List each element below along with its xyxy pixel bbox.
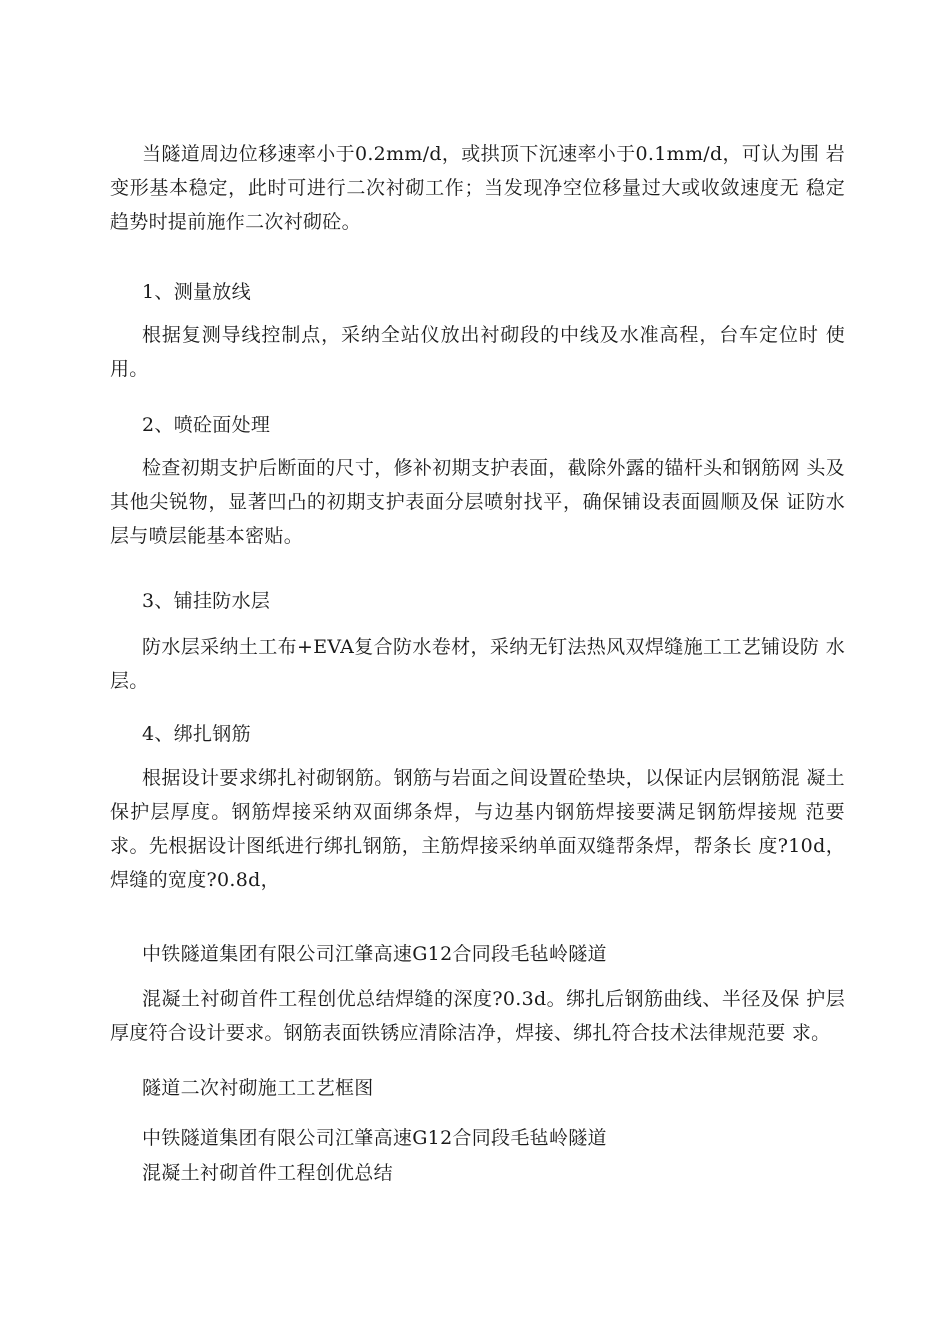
paragraph-waterproof: 防水层采纳土工布+EVA复合防水卷材，采纳无钉法热风双焊缝施工工艺铺设防 水层。 (110, 636, 845, 692)
section-heading-waterproof: 3、铺挂防水层 (142, 590, 271, 612)
company-header-repeat: 中铁隧道集团有限公司江肇高速G12合同段毛毡岭隧道 (142, 1127, 607, 1149)
section-heading-survey: 1、测量放线 (142, 281, 251, 303)
company-header: 中铁隧道集团有限公司江肇高速G12合同段毛毡岭隧道 (142, 943, 607, 965)
paragraph-intro: 当隧道周边位移速率小于0.2mm/d，或拱顶下沉速率小于0.1mm/d，可认为围 岩变形基本稳定，此时可进行二次衬砌工作；当发现净空位移量过大或收敛速度无 稳定趋势时提前施作二次衬砌砼。 (110, 143, 845, 233)
paragraph-survey: 根据复测导线控制点，采纳全站仪放出衬砌段的中线及水准高程，台车定位时 使用。 (110, 324, 845, 380)
paragraph-weld: 混凝土衬砌首件工程创优总结焊缝的深度?0.3d。绑扎后钢筋曲线、半径及保 护层厚度符合设计要求。钢筋表面铁锈应清除洁净，焊接、绑扎符合技术法律规范要 求。 (110, 988, 845, 1044)
paragraph-shotcrete: 检查初期支护后断面的尺寸，修补初期支护表面，截除外露的锚杆头和钢筋网 头及其他尖锐物，显著凹凸的初期支护表面分层喷射找平，确保铺设表面圆顺及保 证防水层与喷层能基本密贴。 (110, 457, 845, 547)
section-heading-rebar: 4、绑扎钢筋 (142, 723, 251, 745)
document-title: 混凝土衬砌首件工程创优总结 (142, 1162, 393, 1184)
section-heading-shotcrete: 2、喷砼面处理 (142, 414, 271, 436)
figure-caption: 隧道二次衬砌施工工艺框图 (142, 1077, 374, 1099)
paragraph-rebar: 根据设计要求绑扎衬砌钢筋。钢筋与岩面之间设置砼垫块，以保证内层钢筋混 凝土保护层厚度。钢筋焊接采纳双面绑条焊，与边基内钢筋焊接要满足钢筋焊接规 范要求。先根据设计图纸进行绑扎钢筋，主筋焊接采纳单面双缝帮条焊，帮条长 度?10d，焊缝的宽度?0.8d， (110, 767, 845, 891)
